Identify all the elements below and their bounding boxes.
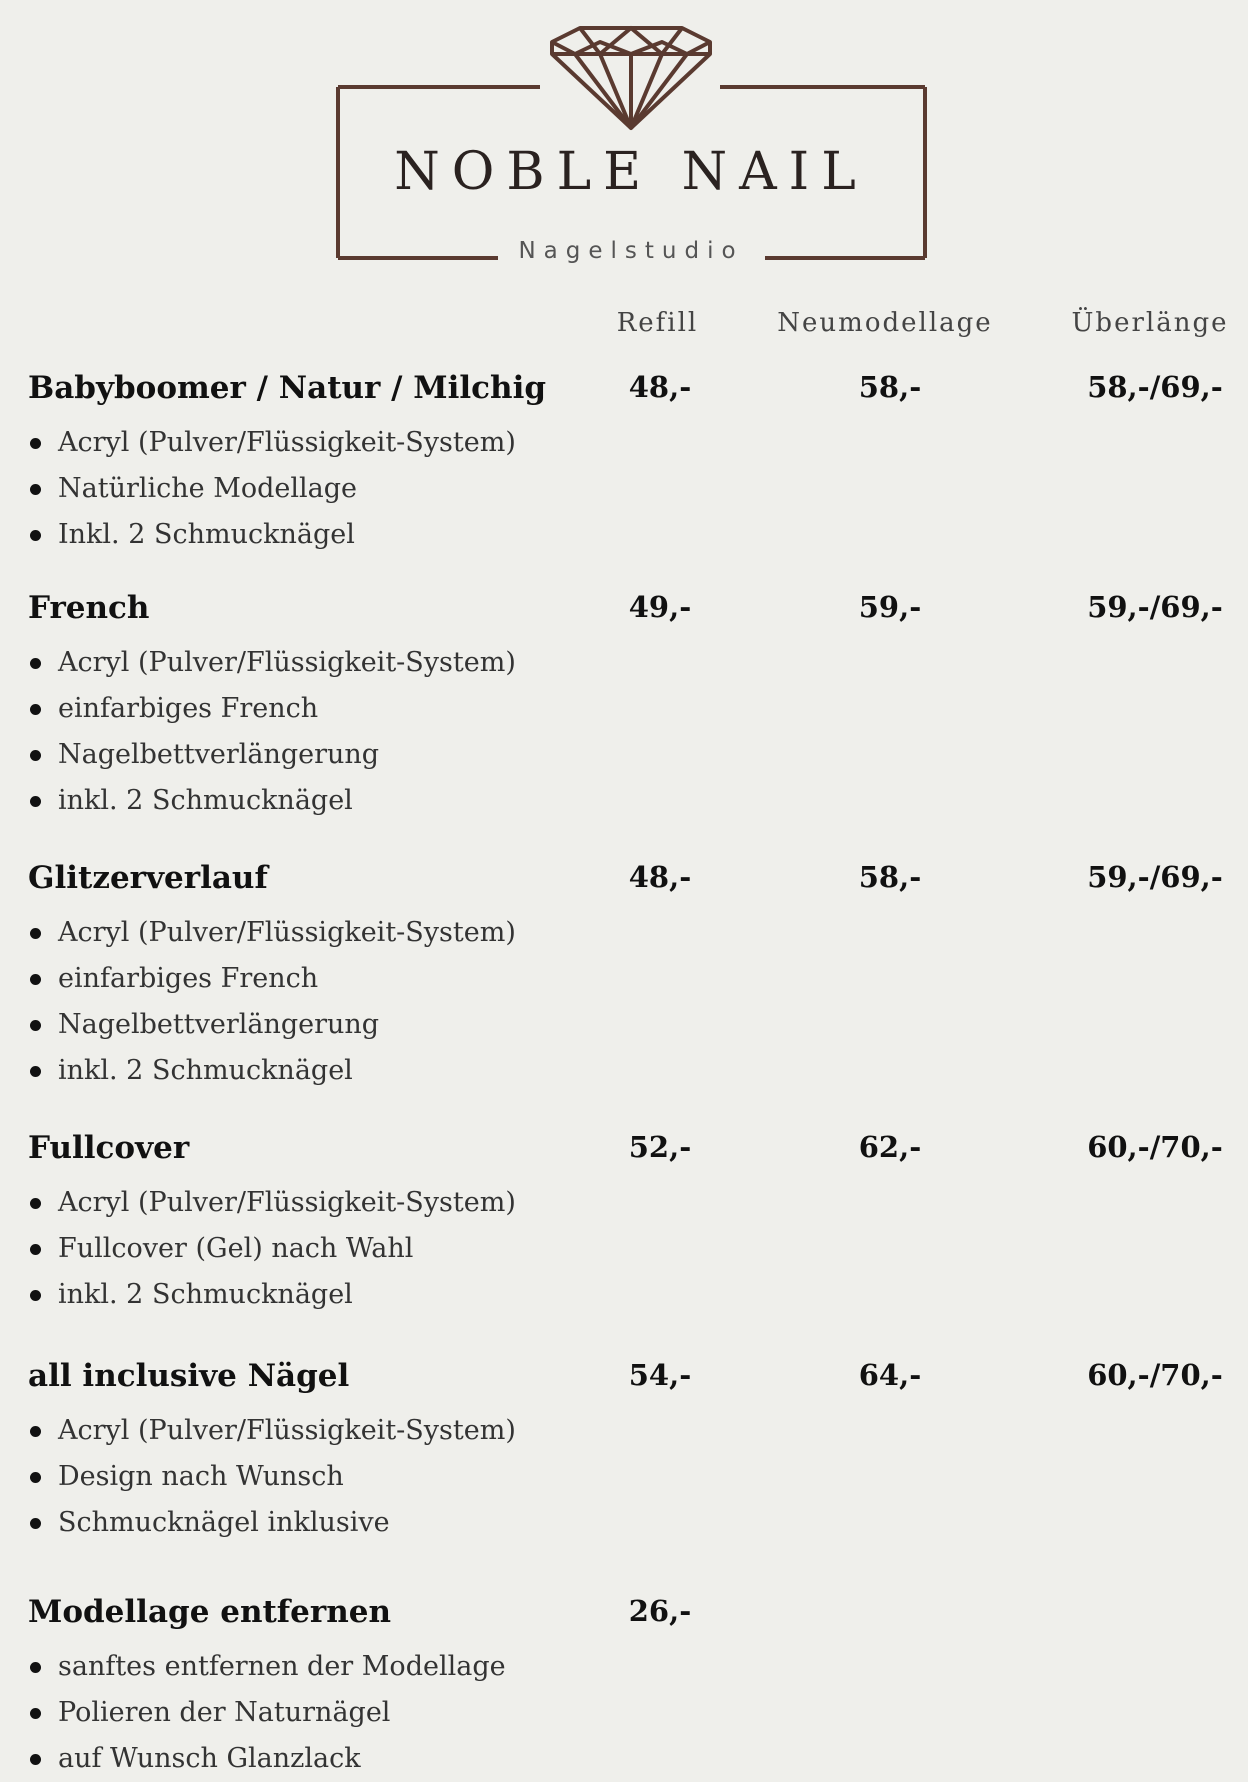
feature-item [28, 1048, 516, 1094]
feature-list [28, 1180, 516, 1318]
feature-item [28, 1272, 516, 1318]
feature-item [28, 910, 516, 956]
service-title: Glitzerverlauf [28, 860, 268, 896]
bullet-icon [30, 1244, 41, 1255]
feature-item [28, 732, 516, 778]
bullet-icon [30, 484, 41, 495]
feature-text: sanftes entfernen der Modellage [58, 1651, 506, 1682]
feature-text: Natürliche Modellage [58, 473, 358, 504]
feature-text: Fullcover (Gel) nach Wahl [58, 1233, 414, 1264]
bullet-icon [30, 1708, 41, 1719]
price-ueberlaenge: 59,-/69,- [1087, 590, 1223, 624]
feature-item [28, 1736, 506, 1782]
feature-list [28, 910, 516, 1094]
feature-item [28, 420, 516, 466]
price-refill: 54,- [628, 1358, 692, 1392]
feature-list [28, 1644, 506, 1782]
brand-name: NOBLE NAIL [394, 142, 868, 202]
feature-text: Nagelbettverlängerung [58, 1009, 380, 1040]
bullet-icon [30, 704, 41, 715]
feature-text: Acryl (Pulver/Flüssigkeit-System) [58, 1415, 516, 1446]
price-refill: 49,- [628, 590, 692, 624]
bullet-icon [30, 1426, 41, 1437]
bullet-icon [30, 530, 41, 541]
service-title: French [28, 590, 150, 626]
bullet-icon [30, 1472, 41, 1483]
column-header-ueberlaenge: Überlänge [1071, 308, 1229, 338]
feature-text: Inkl. 2 Schmucknägel [58, 519, 355, 550]
feature-item [28, 1408, 516, 1454]
price-neumodellage: 62,- [858, 1130, 922, 1164]
bullet-icon [30, 1020, 41, 1031]
price-neumodellage: 58,- [858, 860, 922, 894]
service-title: Babyboomer / Natur / Milchig [28, 370, 547, 406]
price-refill: 26,- [628, 1594, 692, 1628]
service-title: all inclusive Nägel [28, 1358, 350, 1394]
column-header-refill: Refill [616, 308, 699, 338]
price-ueberlaenge: 60,-/70,- [1087, 1130, 1223, 1164]
service-title: Modellage entfernen [28, 1594, 391, 1630]
feature-item [28, 1226, 516, 1272]
feature-item [28, 1500, 516, 1546]
bullet-icon [30, 928, 41, 939]
feature-list [28, 640, 516, 824]
feature-text: Nagelbettverlängerung [58, 739, 380, 770]
bullet-icon [30, 1662, 41, 1673]
price-refill: 48,- [628, 370, 692, 404]
feature-list [28, 420, 516, 558]
feature-item [28, 1180, 516, 1226]
feature-text: Acryl (Pulver/Flüssigkeit-System) [58, 647, 516, 678]
feature-text: Acryl (Pulver/Flüssigkeit-System) [58, 917, 516, 948]
bullet-icon [30, 1290, 41, 1301]
feature-text: Schmucknägel inklusive [58, 1507, 390, 1538]
feature-text: Polieren der Naturnägel [58, 1697, 391, 1728]
feature-item [28, 512, 516, 558]
price-refill: 52,- [628, 1130, 692, 1164]
price-neumodellage: 59,- [858, 590, 922, 624]
price-ueberlaenge: 58,-/69,- [1087, 370, 1223, 404]
price-refill: 48,- [628, 860, 692, 894]
brand-subtitle: Nagelstudio [518, 238, 744, 264]
bullet-icon [30, 438, 41, 449]
feature-text: Design nach Wunsch [58, 1461, 344, 1492]
bullet-icon [30, 750, 41, 761]
feature-item [28, 1644, 506, 1690]
feature-item [28, 686, 516, 732]
price-neumodellage: 64,- [858, 1358, 922, 1392]
logo [0, 0, 1248, 280]
column-header-neumodellage: Neumodellage [777, 308, 993, 338]
bullet-icon [30, 1518, 41, 1529]
bullet-icon [30, 1198, 41, 1209]
bullet-icon [30, 1066, 41, 1077]
feature-text: Acryl (Pulver/Flüssigkeit-System) [58, 427, 516, 458]
service-title: Fullcover [28, 1130, 190, 1166]
feature-text: inkl. 2 Schmucknägel [58, 1055, 353, 1086]
price-neumodellage: 58,- [858, 370, 922, 404]
bullet-icon [30, 796, 41, 807]
feature-item [28, 956, 516, 1002]
feature-text: inkl. 2 Schmucknägel [58, 1279, 353, 1310]
feature-text: Acryl (Pulver/Flüssigkeit-System) [58, 1187, 516, 1218]
feature-text: inkl. 2 Schmucknägel [58, 785, 353, 816]
bullet-icon [30, 974, 41, 985]
feature-text: einfarbiges French [58, 963, 319, 994]
feature-item [28, 1454, 516, 1500]
feature-item [28, 466, 516, 512]
bullet-icon [30, 1754, 41, 1765]
feature-list [28, 1408, 516, 1546]
feature-item [28, 1002, 516, 1048]
price-ueberlaenge: 60,-/70,- [1087, 1358, 1223, 1392]
feature-text: einfarbiges French [58, 693, 319, 724]
feature-text: auf Wunsch Glanzlack [58, 1743, 361, 1774]
feature-item [28, 778, 516, 824]
price-ueberlaenge: 59,-/69,- [1087, 860, 1223, 894]
bullet-icon [30, 658, 41, 669]
feature-item [28, 640, 516, 686]
feature-item [28, 1690, 506, 1736]
